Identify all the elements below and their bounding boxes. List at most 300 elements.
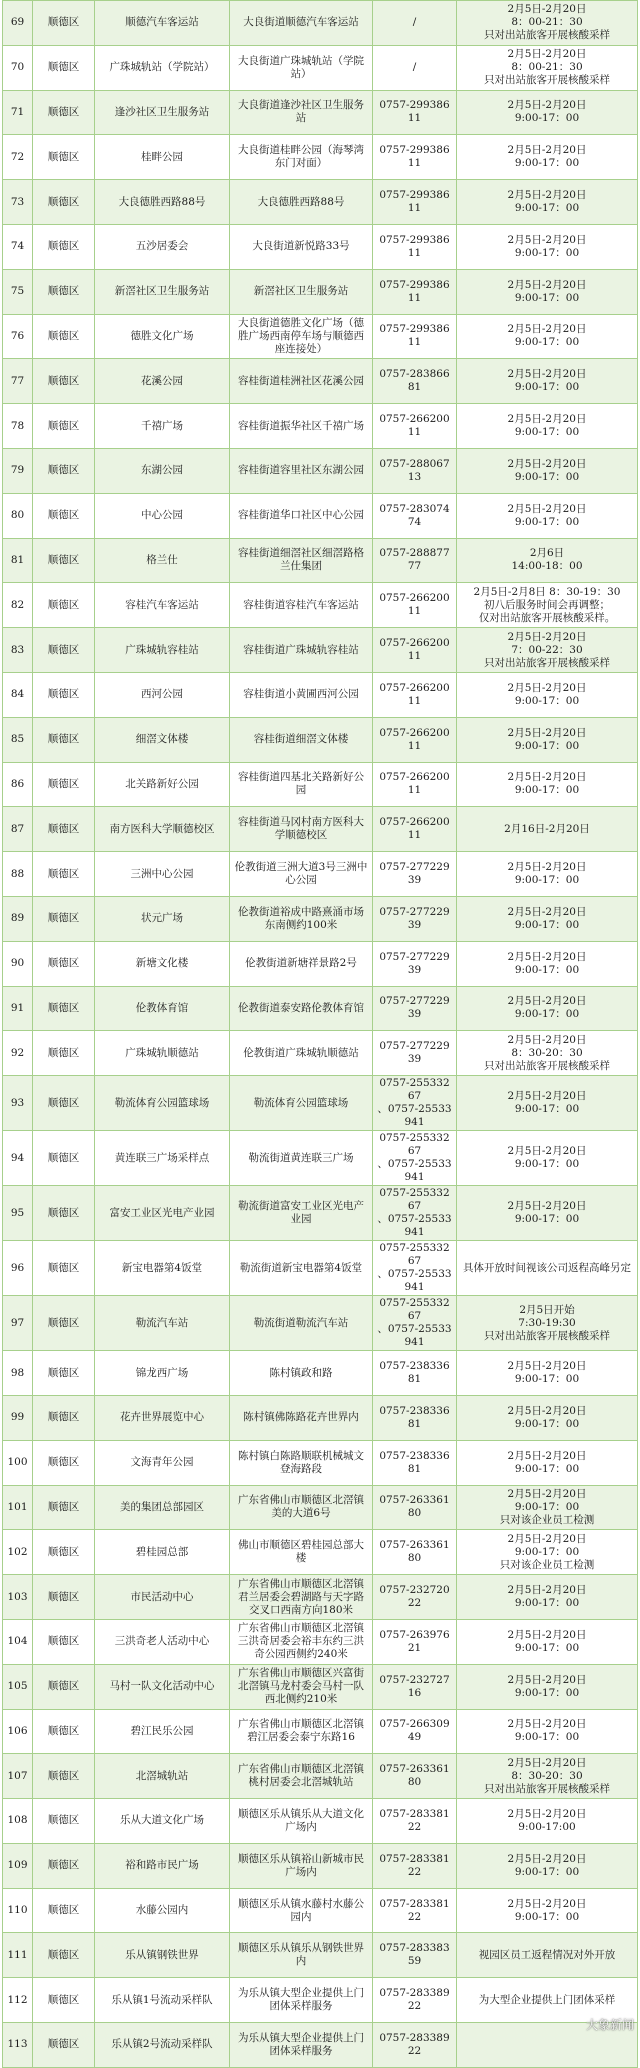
service-time-cell: 具体开放时间视该公司返程高峰另定 — [457, 1241, 638, 1296]
phone-cell: 0757-28338122 — [373, 1888, 457, 1933]
row-number-cell: 76 — [3, 314, 33, 359]
table-row — [3, 359, 638, 404]
phone-cell: 0757-23272022 — [373, 1575, 457, 1620]
table-row — [3, 1395, 638, 1440]
phone-cell: 0757-23833681 — [373, 1351, 457, 1396]
service-time-cell: 2月5日开始 7:30-19:30 只对出站旅客开展核酸采样 — [457, 1296, 638, 1351]
row-number-cell: 72 — [3, 135, 33, 180]
district-cell: 顺德区 — [33, 1575, 95, 1620]
address-cell: 广东省佛山市顺德区北滘镇碧江居委会泰宁东路16 — [230, 1709, 373, 1754]
district-cell: 顺德区 — [33, 224, 95, 269]
district-cell: 顺德区 — [33, 1186, 95, 1241]
district-cell: 顺德区 — [33, 583, 95, 628]
address-cell: 容桂街道容桂汽车客运站 — [230, 583, 373, 628]
table-row — [3, 1440, 638, 1485]
table-row — [3, 1241, 638, 1296]
table-row — [3, 1754, 638, 1799]
address-cell: 广东省佛山市顺德区北滘镇美的大道6号 — [230, 1485, 373, 1530]
phone-cell: 0757-28307474 — [373, 493, 457, 538]
table-row — [3, 90, 638, 135]
site-name-cell: 乐从镇钢铁世界 — [95, 1933, 230, 1978]
phone-cell: / — [373, 45, 457, 90]
phone-cell: 0757-27722939 — [373, 852, 457, 897]
row-number-cell: 99 — [3, 1395, 33, 1440]
address-cell: 大良街道新悦路33号 — [230, 224, 373, 269]
row-number-cell: 75 — [3, 269, 33, 314]
service-time-cell: 2月5日-2月20日 9:00-17：00 — [457, 180, 638, 225]
service-time-cell: 2月5日-2月20日 8：30-20：30 只对出站旅客开展核酸采样 — [457, 1754, 638, 1799]
district-cell: 顺德区 — [33, 135, 95, 180]
service-time-cell: 2月5日-2月20日 9:00-17：00 — [457, 1076, 638, 1131]
site-name-cell: 德胜文化广场 — [95, 314, 230, 359]
table-row — [3, 45, 638, 90]
site-name-cell: 富安工业区光电产业园 — [95, 1186, 230, 1241]
district-cell: 顺德区 — [33, 1485, 95, 1530]
address-cell: 伦教街道新塘祥景路2号 — [230, 941, 373, 986]
row-number-cell: 88 — [3, 852, 33, 897]
table-row — [3, 852, 638, 897]
service-time-cell: 2月5日-2月20日 9:00-17：00 — [457, 762, 638, 807]
row-number-cell: 112 — [3, 1978, 33, 2023]
service-time-cell: 2月5日-2月20日 8：00-21：30 只对出站旅客开展核酸采样 — [457, 1, 638, 46]
site-name-cell: 勒流体育公园篮球场 — [95, 1076, 230, 1131]
row-number-cell: 93 — [3, 1076, 33, 1131]
table-row — [3, 583, 638, 628]
district-cell: 顺德区 — [33, 1619, 95, 1664]
table-row — [3, 941, 638, 986]
service-time-cell: 2月5日-2月20日 9:00-17：00 — [457, 224, 638, 269]
service-time-cell: 2月5日-2月20日 9:00-17:00 — [457, 1799, 638, 1844]
address-cell: 陈村镇佛陈路花卉世界内 — [230, 1395, 373, 1440]
service-time-cell: 2月5日-2月20日 9:00-17：00 — [457, 1843, 638, 1888]
table-body — [3, 1, 638, 2068]
row-number-cell: 113 — [3, 2023, 33, 2068]
service-time-cell: 2月5日-2月20日 7：00-22：30 只对出站旅客开展核酸采样 — [457, 628, 638, 673]
row-number-cell: 74 — [3, 224, 33, 269]
district-cell: 顺德区 — [33, 1296, 95, 1351]
service-time-cell: 2月5日-2月20日 9:00-17：00 — [457, 90, 638, 135]
address-cell: 大良街道桂畔公园（海琴湾东门对面） — [230, 135, 373, 180]
table-row — [3, 1664, 638, 1709]
address-cell: 容桂街道细滘文体楼 — [230, 717, 373, 762]
site-name-cell: 细滘文体楼 — [95, 717, 230, 762]
service-time-cell: 为大型企业提供上门团体采样 — [457, 1978, 638, 2023]
service-time-cell: 2月5日-2月20日 9:00-17：00 — [457, 1664, 638, 1709]
row-number-cell: 90 — [3, 941, 33, 986]
phone-cell: 0757-28887777 — [373, 538, 457, 583]
address-cell: 广东省佛山市顺德区北滘镇君兰居委会碧湖路与天字路交叉口西南方向180米 — [230, 1575, 373, 1620]
row-number-cell: 96 — [3, 1241, 33, 1296]
site-name-cell: 逢沙社区卫生服务站 — [95, 90, 230, 135]
address-cell: 勒流街道黄连联三广场 — [230, 1131, 373, 1186]
phone-cell: 0757-25533267 、0757-25533941 — [373, 1296, 457, 1351]
district-cell: 顺德区 — [33, 90, 95, 135]
address-cell: 勒流体育公园篮球场 — [230, 1076, 373, 1131]
site-name-cell: 南方医科大学顺德校区 — [95, 807, 230, 852]
district-cell: 顺德区 — [33, 1131, 95, 1186]
phone-cell: 0757-26620011 — [373, 628, 457, 673]
district-cell: 顺德区 — [33, 941, 95, 986]
service-time-cell: 2月5日-2月20日 8：30-20：30 只对出站旅客开展核酸采样 — [457, 1031, 638, 1076]
site-name-cell: 千禧广场 — [95, 404, 230, 449]
address-cell: 陈村镇白陈路顺联机械城文登海路段 — [230, 1440, 373, 1485]
table-row — [3, 493, 638, 538]
service-time-cell: 2月5日-2月20日 9:00-17：00 — [457, 1395, 638, 1440]
phone-cell: 0757-26620011 — [373, 404, 457, 449]
table-row — [3, 1933, 638, 1978]
site-name-cell: 新滘社区卫生服务站 — [95, 269, 230, 314]
table-row — [3, 807, 638, 852]
site-name-cell: 三洲中心公园 — [95, 852, 230, 897]
table-row — [3, 1296, 638, 1351]
table-row — [3, 1799, 638, 1844]
address-cell: 大良街道顺德汽车客运站 — [230, 1, 373, 46]
phone-cell: 0757-29938611 — [373, 180, 457, 225]
district-cell: 顺德区 — [33, 1843, 95, 1888]
address-cell: 容桂街道振华社区千禧广场 — [230, 404, 373, 449]
address-cell: 勒流街道勒流汽车站 — [230, 1296, 373, 1351]
district-cell: 顺德区 — [33, 986, 95, 1031]
site-name-cell: 中心公园 — [95, 493, 230, 538]
address-cell: 大良德胜西路88号 — [230, 180, 373, 225]
phone-cell: 0757-25533267 、0757-25533941 — [373, 1131, 457, 1186]
address-cell: 容桂街道小黄圃西河公园 — [230, 672, 373, 717]
row-number-cell: 83 — [3, 628, 33, 673]
site-name-cell: 广珠城轨站（学院站） — [95, 45, 230, 90]
address-cell: 伦教街道三洲大道3号三洲中心公园 — [230, 852, 373, 897]
phone-cell: 0757-27722939 — [373, 1031, 457, 1076]
site-name-cell: 锦龙西广场 — [95, 1351, 230, 1396]
site-name-cell: 广珠城轨容桂站 — [95, 628, 230, 673]
phone-cell: 0757-29938611 — [373, 224, 457, 269]
address-cell: 大良街道逢沙社区卫生服务站 — [230, 90, 373, 135]
row-number-cell: 100 — [3, 1440, 33, 1485]
district-cell: 顺德区 — [33, 45, 95, 90]
table-row — [3, 1619, 638, 1664]
district-cell: 顺德区 — [33, 538, 95, 583]
district-cell: 顺德区 — [33, 1664, 95, 1709]
district-cell: 顺德区 — [33, 1754, 95, 1799]
phone-cell: 0757-29938611 — [373, 135, 457, 180]
phone-cell: 0757-25533267 、0757-25533941 — [373, 1186, 457, 1241]
row-number-cell: 107 — [3, 1754, 33, 1799]
district-cell: 顺德区 — [33, 896, 95, 941]
district-cell: 顺德区 — [33, 1031, 95, 1076]
district-cell: 顺德区 — [33, 404, 95, 449]
table-row — [3, 538, 638, 583]
site-name-cell: 文海青年公园 — [95, 1440, 230, 1485]
table-row — [3, 269, 638, 314]
address-cell: 为乐从镇大型企业提供上门团体采样服务 — [230, 2023, 373, 2068]
district-cell: 顺德区 — [33, 1978, 95, 2023]
table-row — [3, 1709, 638, 1754]
site-name-cell: 桂畔公园 — [95, 135, 230, 180]
service-time-cell: 2月5日-2月20日 9:00-17：00 — [457, 1440, 638, 1485]
table-row — [3, 224, 638, 269]
district-cell: 顺德区 — [33, 807, 95, 852]
table-row — [3, 1031, 638, 1076]
service-time-cell: 2月5日-2月20日 9:00-17：00 — [457, 672, 638, 717]
service-time-cell: 2月5日-2月20日 8：00-21：30 只对出站旅客开展核酸采样 — [457, 45, 638, 90]
table-row — [3, 1131, 638, 1186]
row-number-cell: 69 — [3, 1, 33, 46]
service-time-cell: 2月5日-2月20日 9:00-17：00 — [457, 404, 638, 449]
site-name-cell: 广珠城轨顺德站 — [95, 1031, 230, 1076]
row-number-cell: 102 — [3, 1530, 33, 1575]
table-row — [3, 448, 638, 493]
table-row — [3, 1485, 638, 1530]
row-number-cell: 77 — [3, 359, 33, 404]
row-number-cell: 73 — [3, 180, 33, 225]
address-cell: 大良街道德胜文化广场（德胜广场西南停车场与顺德西座连接处） — [230, 314, 373, 359]
row-number-cell: 82 — [3, 583, 33, 628]
table-row — [3, 180, 638, 225]
address-cell: 容桂街道四基北关路新好公园 — [230, 762, 373, 807]
district-cell: 顺德区 — [33, 1888, 95, 1933]
phone-cell: 0757-29938611 — [373, 269, 457, 314]
district-cell: 顺德区 — [33, 1709, 95, 1754]
site-name-cell: 碧桂园总部 — [95, 1530, 230, 1575]
phone-cell: 0757-28338122 — [373, 1843, 457, 1888]
service-time-cell: 2月6日 14:00-18：00 — [457, 538, 638, 583]
address-cell: 伦教街道裕成中路熹涌市场东南侧约100米 — [230, 896, 373, 941]
address-cell: 广东省佛山市顺德区北滘镇桃村居委会北滘城轨站 — [230, 1754, 373, 1799]
phone-cell: 0757-29938611 — [373, 314, 457, 359]
row-number-cell: 78 — [3, 404, 33, 449]
phone-cell: 0757-26620011 — [373, 583, 457, 628]
row-number-cell: 105 — [3, 1664, 33, 1709]
site-name-cell: 水藤公园内 — [95, 1888, 230, 1933]
district-cell: 顺德区 — [33, 1351, 95, 1396]
site-name-cell: 状元广场 — [95, 896, 230, 941]
service-time-cell: 2月5日-2月20日 9:00-17：00 — [457, 359, 638, 404]
district-cell: 顺德区 — [33, 314, 95, 359]
address-cell: 顺德区乐从镇水藤村水藤公园内 — [230, 1888, 373, 1933]
site-name-cell: 三洪奇老人活动中心 — [95, 1619, 230, 1664]
district-cell: 顺德区 — [33, 628, 95, 673]
row-number-cell: 106 — [3, 1709, 33, 1754]
row-number-cell: 71 — [3, 90, 33, 135]
row-number-cell: 109 — [3, 1843, 33, 1888]
district-cell: 顺德区 — [33, 1933, 95, 1978]
row-number-cell: 80 — [3, 493, 33, 538]
table-row — [3, 1351, 638, 1396]
address-cell: 顺德区乐从镇乐从大道文化广场内 — [230, 1799, 373, 1844]
service-time-cell: 视园区员工返程情况对外开放 — [457, 1933, 638, 1978]
row-number-cell: 81 — [3, 538, 33, 583]
table-row — [3, 896, 638, 941]
district-cell: 顺德区 — [33, 852, 95, 897]
service-time-cell: 2月5日-2月20日 9:00-17：00 — [457, 941, 638, 986]
site-name-cell: 五沙居委会 — [95, 224, 230, 269]
address-cell: 伦教街道广珠城轨顺德站 — [230, 1031, 373, 1076]
row-number-cell: 103 — [3, 1575, 33, 1620]
site-name-cell: 北关路新好公园 — [95, 762, 230, 807]
site-name-cell: 乐从镇2号流动采样队 — [95, 2023, 230, 2068]
site-name-cell: 新塘文化楼 — [95, 941, 230, 986]
row-number-cell: 111 — [3, 1933, 33, 1978]
site-name-cell: 花溪公园 — [95, 359, 230, 404]
table-row — [3, 717, 638, 762]
district-cell: 顺德区 — [33, 672, 95, 717]
address-cell: 陈村镇政和路 — [230, 1351, 373, 1396]
service-time-cell: 2月5日-2月20日 9:00-17：00 — [457, 1619, 638, 1664]
district-cell: 顺德区 — [33, 717, 95, 762]
phone-cell: 0757-26620011 — [373, 807, 457, 852]
site-name-cell: 大良德胜西路88号 — [95, 180, 230, 225]
address-cell: 顺德区乐从镇裕山新城市民广场内 — [230, 1843, 373, 1888]
service-time-cell: 2月5日-2月20日 9:00-17：00 — [457, 314, 638, 359]
phone-cell: 0757-26336180 — [373, 1530, 457, 1575]
phone-cell: 0757-23272716 — [373, 1664, 457, 1709]
service-time-cell: 2月5日-2月20日 9:00-17：00 只对该企业员工检测 — [457, 1530, 638, 1575]
site-name-cell: 顺德汽车客运站 — [95, 1, 230, 46]
district-cell: 顺德区 — [33, 1440, 95, 1485]
address-cell: 为乐从镇大型企业提供上门团体采样服务 — [230, 1978, 373, 2023]
row-number-cell: 110 — [3, 1888, 33, 1933]
district-cell: 顺德区 — [33, 269, 95, 314]
address-cell: 广东省佛山市顺德区兴富街北滘镇马龙村委会马村一队西北侧约210米 — [230, 1664, 373, 1709]
phone-cell: 0757-27722939 — [373, 941, 457, 986]
district-cell: 顺德区 — [33, 1241, 95, 1296]
site-name-cell: 乐从大道文化广场 — [95, 1799, 230, 1844]
site-name-cell: 花卉世界展览中心 — [95, 1395, 230, 1440]
site-name-cell: 美的集团总部园区 — [95, 1485, 230, 1530]
phone-cell: 0757-23833681 — [373, 1395, 457, 1440]
table-row — [3, 1575, 638, 1620]
address-cell: 顺德区乐从镇乐从钢铁世界内 — [230, 1933, 373, 1978]
row-number-cell: 108 — [3, 1799, 33, 1844]
row-number-cell: 91 — [3, 986, 33, 1031]
row-number-cell: 101 — [3, 1485, 33, 1530]
site-name-cell: 西河公园 — [95, 672, 230, 717]
table-row — [3, 1843, 638, 1888]
service-time-cell: 2月5日-2月20日 9:00-17：00 只对该企业员工检测 — [457, 1485, 638, 1530]
site-name-cell: 勒流汽车站 — [95, 1296, 230, 1351]
district-cell: 顺德区 — [33, 2023, 95, 2068]
service-time-cell: 2月5日-2月20日 9:00-17：00 — [457, 1575, 638, 1620]
district-cell: 顺德区 — [33, 1395, 95, 1440]
row-number-cell: 79 — [3, 448, 33, 493]
address-cell: 佛山市顺德区碧桂园总部大楼 — [230, 1530, 373, 1575]
service-time-cell: 2月5日-2月20日 9:00-17：00 — [457, 269, 638, 314]
table-row — [3, 314, 638, 359]
phone-cell: 0757-26620011 — [373, 762, 457, 807]
site-name-cell: 东湖公园 — [95, 448, 230, 493]
phone-cell: 0757-28806713 — [373, 448, 457, 493]
district-cell: 顺德区 — [33, 1530, 95, 1575]
row-number-cell: 86 — [3, 762, 33, 807]
address-cell: 大良街道广珠城轨站（学院站） — [230, 45, 373, 90]
address-cell: 容桂街道细滘社区细滘路格兰仕集团 — [230, 538, 373, 583]
phone-cell: 0757-26620011 — [373, 717, 457, 762]
site-name-cell: 碧江民乐公园 — [95, 1709, 230, 1754]
address-cell: 广东省佛山市顺德区北滘镇三洪奇居委会裕丰东约三洪奇公园西侧约240米 — [230, 1619, 373, 1664]
service-time-cell: 2月5日-2月20日 9:00-17：00 — [457, 1709, 638, 1754]
address-cell: 容桂街道容里社区东湖公园 — [230, 448, 373, 493]
service-time-cell: 2月5日-2月20日 9:00-17：00 — [457, 135, 638, 180]
table-row — [3, 135, 638, 180]
service-time-cell: 2月5日-2月20日 9:00-17：00 — [457, 986, 638, 1031]
address-cell: 容桂街道桂洲社区花溪公园 — [230, 359, 373, 404]
address-cell: 勒流街道富安工业区光电产业园 — [230, 1186, 373, 1241]
row-number-cell: 98 — [3, 1351, 33, 1396]
row-number-cell: 84 — [3, 672, 33, 717]
district-cell: 顺德区 — [33, 762, 95, 807]
site-name-cell: 马村一队文化活动中心 — [95, 1664, 230, 1709]
phone-cell: 0757-28338922 — [373, 2023, 457, 2068]
table-row — [3, 672, 638, 717]
row-number-cell: 70 — [3, 45, 33, 90]
site-name-cell: 裕和路市民广场 — [95, 1843, 230, 1888]
service-time-cell: 2月5日-2月20日 9:00-17：00 — [457, 852, 638, 897]
row-number-cell: 89 — [3, 896, 33, 941]
site-name-cell: 伦教体育馆 — [95, 986, 230, 1031]
phone-cell: 0757-29938611 — [373, 90, 457, 135]
table-row — [3, 1530, 638, 1575]
row-number-cell: 95 — [3, 1186, 33, 1241]
district-cell: 顺德区 — [33, 1076, 95, 1131]
service-time-cell: 2月5日-2月20日 9:00-17：00 — [457, 1131, 638, 1186]
address-cell: 勒流街道新宝电器第4饭堂 — [230, 1241, 373, 1296]
address-cell: 容桂街道广珠城轨容桂站 — [230, 628, 373, 673]
service-time-cell: 2月5日-2月20日 9:00-17：00 — [457, 896, 638, 941]
service-time-cell: 2月5日-2月20日 9:00-17：00 — [457, 717, 638, 762]
service-time-cell: 2月5日-2月20日 9:00-17：00 — [457, 1888, 638, 1933]
phone-cell: 0757-26620011 — [373, 672, 457, 717]
table-row — [3, 404, 638, 449]
district-cell: 顺德区 — [33, 1799, 95, 1844]
site-name-cell: 容桂汽车客运站 — [95, 583, 230, 628]
site-name-cell: 市民活动中心 — [95, 1575, 230, 1620]
service-time-cell: 2月16日-2月20日 — [457, 807, 638, 852]
row-number-cell: 87 — [3, 807, 33, 852]
row-number-cell: 104 — [3, 1619, 33, 1664]
address-cell: 容桂街道华口社区中心公园 — [230, 493, 373, 538]
table-row — [3, 1076, 638, 1131]
service-time-cell: 2月5日-2月20日 9:00-17：00 — [457, 448, 638, 493]
table-row — [3, 986, 638, 1031]
phone-cell: 0757-23833681 — [373, 1440, 457, 1485]
table-row — [3, 2023, 638, 2068]
row-number-cell: 97 — [3, 1296, 33, 1351]
phone-cell: 0757-25533267 、0757-25533941 — [373, 1076, 457, 1131]
phone-cell: 0757-26336180 — [373, 1754, 457, 1799]
district-cell: 顺德区 — [33, 448, 95, 493]
address-cell: 容桂街道马冈村南方医科大学顺德校区 — [230, 807, 373, 852]
phone-cell: 0757-26630949 — [373, 1709, 457, 1754]
service-time-cell: 2月5日-2月20日 9:00-17：00 — [457, 1351, 638, 1396]
phone-cell: 0757-28386681 — [373, 359, 457, 404]
phone-cell: 0757-28338359 — [373, 1933, 457, 1978]
testing-sites-table — [2, 0, 638, 2068]
service-time-cell: 2月5日-2月20日 9:00-17：00 — [457, 1186, 638, 1241]
table-row — [3, 762, 638, 807]
phone-cell: 0757-27722939 — [373, 986, 457, 1031]
row-number-cell: 92 — [3, 1031, 33, 1076]
service-time-cell: 2月5日-2月8日 8：30-19：30 初八后服务时间会再调整； 仅对出站旅客开展核酸采样。 — [457, 583, 638, 628]
service-time-cell: 2月5日-2月20日 9:00-17：00 — [457, 493, 638, 538]
site-name-cell: 北滘城轨站 — [95, 1754, 230, 1799]
site-name-cell: 新宝电器第4饭堂 — [95, 1241, 230, 1296]
table-row — [3, 1, 638, 46]
phone-cell: / — [373, 1, 457, 46]
district-cell: 顺德区 — [33, 180, 95, 225]
row-number-cell: 85 — [3, 717, 33, 762]
phone-cell: 0757-25533267 、0757-25533941 — [373, 1241, 457, 1296]
watermark-text: 大象新闻 — [585, 2018, 634, 2032]
phone-cell: 0757-27722939 — [373, 896, 457, 941]
